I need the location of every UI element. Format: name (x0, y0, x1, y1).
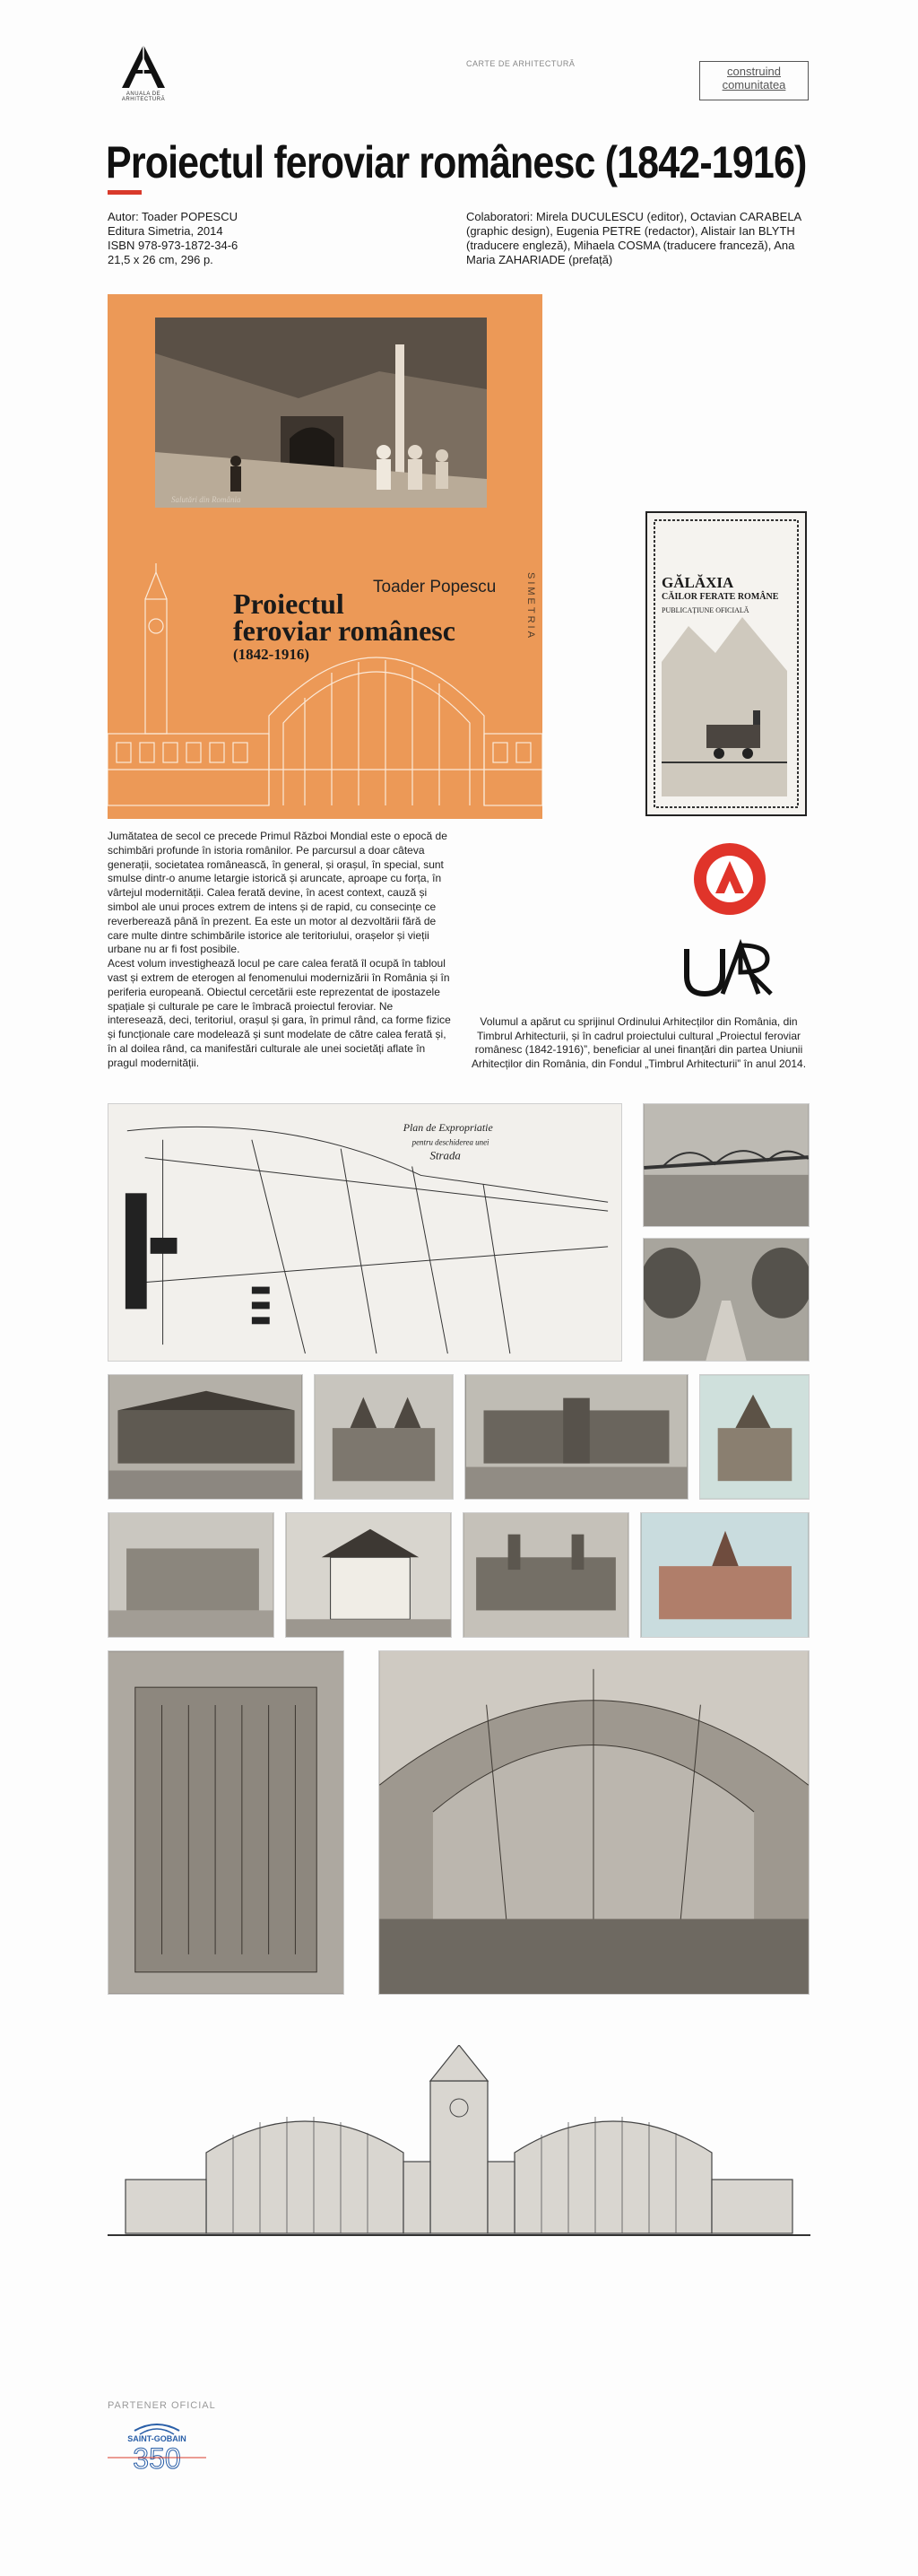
logo-caption: ANUALA DE ARHITECTURĂ (121, 91, 166, 102)
oar-logo-icon (692, 841, 767, 917)
avenue-photo (643, 1238, 810, 1362)
station-photo-2 (314, 1374, 454, 1500)
cover-photo-caption: Salutări din România (171, 495, 241, 504)
saint-gobain-logo (108, 2416, 206, 2474)
support-text: Volumul a apărut cu sprijinul Ordinului Arhitecților din România, din Timbrul Arhitecturii, și în cadrul proiectului cultural „Proiectul feroviar românesc (1842-1916)”, beneficiar al unei finanțări din partea Uniunii Arhitecților din România, din Fondul „Timbrul Arhitecturii” în anul 2014. (471, 1015, 807, 1070)
plan-title-2: pentru deschiderea unei (411, 1137, 489, 1147)
partner-logo-line2: comunitatea (722, 78, 786, 91)
page-title: Proiectul feroviar românesc (1842-1916) (106, 137, 807, 187)
station-photo-1 (108, 1374, 303, 1500)
category-label: CARTE DE ARHITECTURĂ (466, 59, 576, 68)
title-accent-rule (108, 190, 142, 195)
partner-label: PARTENER OFICIAL (108, 2400, 216, 2411)
station-photo-5 (108, 1512, 274, 1638)
expropriation-plan-drawing (108, 1103, 622, 1362)
cover-brand: SIMETRIA (525, 572, 536, 640)
publisher-line: Editura Simetria, 2014 (108, 224, 223, 238)
plan-title-3: Strada (429, 1149, 461, 1162)
station-photo-8 (640, 1512, 810, 1638)
galaxia-note: PUBLICAȚIUNE OFICIALĂ (662, 606, 749, 614)
galaxia-cover (645, 511, 807, 816)
station-photo-6 (285, 1512, 452, 1638)
collaborators-text: Colaboratori: Mirela DUCULESCU (editor), Octavian CARABELA (graphic design), Eugenia PETRE (redactor), Alistair Ian BLYTH (traducere engleză), Mihaela COSMA (traducere franceză), Ana Maria ZAHARIADE (prefață) (466, 210, 801, 266)
sponsor-name: SAINT-GOBAIN (127, 2434, 186, 2443)
bridge-photo (643, 1103, 810, 1227)
station-photo-4 (699, 1374, 810, 1500)
cover-years: (1842-1916) (233, 646, 309, 663)
uar-logo-icon (681, 936, 780, 1001)
station-plan-drawing (108, 1650, 344, 1995)
a-monogram-icon (118, 43, 169, 90)
isbn-line: ISBN 978-973-1872-34-6 (108, 239, 238, 252)
galaxia-border-ornament (653, 518, 800, 809)
cover-title-line1: Proiectul (233, 587, 344, 620)
station-photo-7 (463, 1512, 629, 1638)
station-photo-3 (464, 1374, 688, 1500)
galaxia-subtitle: CĂILOR FERATE ROMÂNE (662, 592, 779, 602)
cover-title-line2: feroviar românesc (233, 614, 455, 647)
body-text (108, 830, 452, 1071)
format-line: 21,5 x 26 cm, 296 p. (108, 253, 213, 266)
cover-author: Toader Popescu (373, 578, 497, 596)
station-hall-interior-drawing (378, 1650, 810, 1995)
station-facade-elevation (108, 2045, 810, 2257)
sponsor-number: 350 (133, 2442, 181, 2474)
author-line: Autor: Toader POPESCU (108, 210, 238, 223)
book-meta (108, 210, 238, 267)
cover-photo (155, 318, 487, 508)
galaxia-title: GĂLĂXIA (662, 574, 734, 591)
body-paragraph-1: Jumătatea de secol ce precede Primul Război Mondial este o epocă de schimbări profunde în istoria românilor. Pe parcursul a doar câteva generații, societatea românească, în general, și orașul, în special, sunt smulse dintr-o anume letargie istorică și aruncate, aproape cu forța, în vârtejul modernității. Calea ferată devine, în acest context, cauză și simbol ale unui proces extrem de intens și de rapid, cu consecințe ce reverberează până în prezent. Ea este un motor al dezvoltării fără de care multe dintre schimbările istorice ale teritoriului, orașelor și vieții urbane nu ar fi fost posibile. (108, 830, 447, 956)
construind-comunitatea-logo (699, 61, 809, 100)
book-cover (108, 294, 542, 819)
anuala-logo (108, 43, 179, 106)
partner-logo-line1: construind (727, 65, 781, 78)
body-paragraph-2: Acest volum investighează locul pe care calea ferată îl ocupă în tabloul vast și extrem de eterogen al fenomenului modernizării în România și în periferia europeană. Obiectul cercetării este reprezentat de ipostazele spațiale și culturale pe care le îmbracă proiectul feroviar. Ne interesează, deci, teritoriul, orașul și gara, în primul rând, ca forme fizice și funcționale care modelează și sunt modelate de către calea ferată și, în al doilea rând, ca manifestări culturale ale unei societăți aflate în pragul modernității. (108, 957, 451, 1069)
plan-title-1: Plan de Expropriatie (403, 1120, 493, 1134)
station-facade-drawing (108, 563, 542, 819)
